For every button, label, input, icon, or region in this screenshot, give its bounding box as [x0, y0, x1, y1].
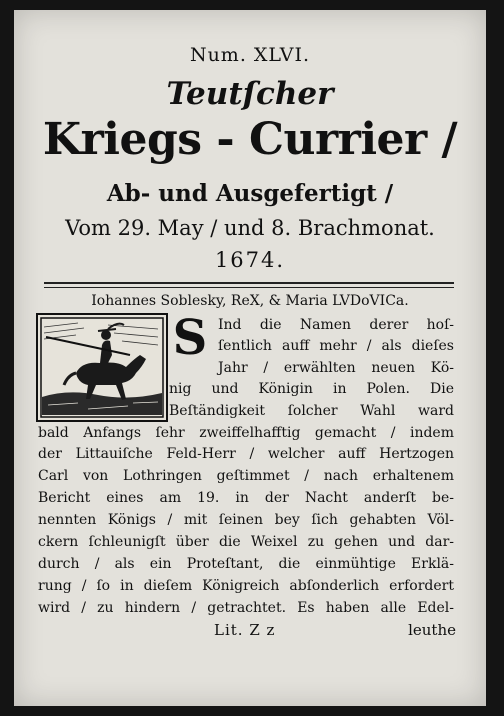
horseman-woodcut-icon	[38, 315, 166, 420]
body-line: rung / ſo in dieſem Königreich abſonderlich erfordert	[38, 578, 454, 594]
body-line: Beſtändigkeit ſolcher Wahl ward	[169, 403, 454, 419]
catchword: leuthe	[408, 621, 456, 639]
masthead-line-2: Kriegs - Currier /	[42, 114, 458, 165]
body-line: ſentlich auff mehr / als dieſes	[218, 338, 454, 354]
body-line: Ind die Namen derer hoſ-	[218, 317, 454, 333]
body-line: ckern ſchleunigſt über die Weixel zu gehen und dar-	[38, 534, 454, 550]
header-rule-thick	[44, 282, 454, 284]
signature-mark: Lit. Z z	[214, 621, 276, 639]
header-rule-thin	[44, 287, 454, 288]
newspaper-page	[14, 10, 486, 706]
masthead-line-1: Teutſcher	[166, 76, 334, 112]
body-line: durch / als ein Proteſtant, die einmühtige Erklä-	[38, 556, 454, 572]
body-line: bald Anfangs ſehr zweiffelhafftig gemacht / indem	[38, 425, 454, 441]
masthead-date-line: Vom 29. May / und 8. Brachmonat.	[65, 216, 435, 240]
woodcut-rider-illustration	[36, 313, 168, 422]
drop-cap: S	[172, 310, 208, 366]
body-line: wird / zu hindern / getrachtet. Es haben alle Edel-	[38, 600, 454, 616]
body-line: Bericht eines am 19. in der Nacht anderſt be-	[38, 490, 454, 506]
body-line: nennten Königs / mit ſeinen bey ſich gehabten Völ-	[38, 512, 454, 528]
masthead-year: 1674.	[214, 248, 286, 272]
body-line: Jahr / erwählten neuen Kö-	[218, 360, 454, 376]
issue-number: Num. XLVI.	[189, 44, 311, 66]
masthead-line-3: Ab- und Ausgefertigt /	[106, 180, 394, 207]
body-line: nig und Königin in Polen. Die	[169, 381, 454, 397]
article-caption: Iohannes Soblesky, ReX, & Maria LVDoVICa.	[91, 293, 409, 309]
body-line: der Littauiſche Feld-Herr / welcher auff Hertzogen	[38, 446, 454, 462]
body-line: Carl von Lothringen geſtimmet / nach erhaltenem	[38, 468, 454, 484]
